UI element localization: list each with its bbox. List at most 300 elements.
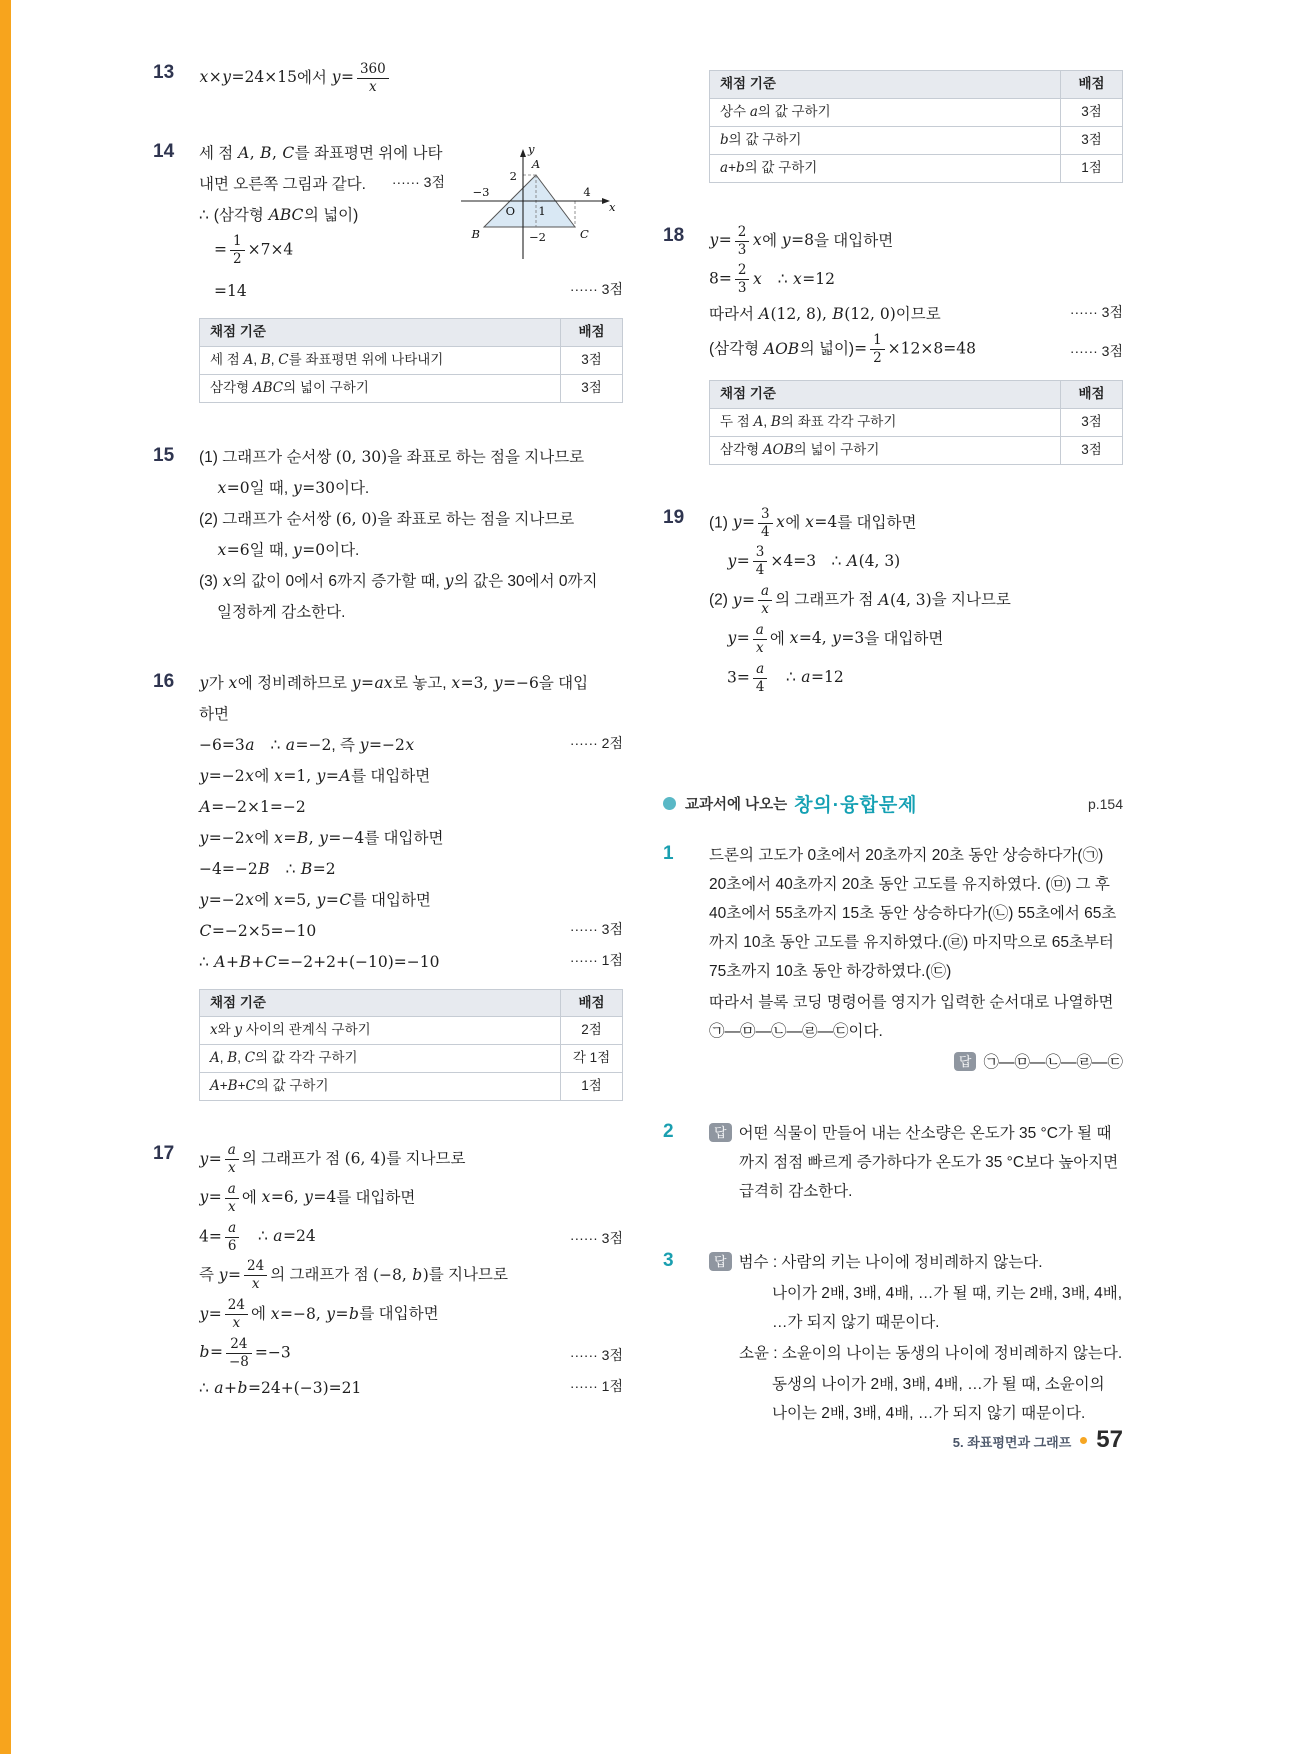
text: 동생의 나이가 2배, 3배, 4배, …가 될 때, 소윤이의 나이는 2배, 3배, 4배, …가 되지 않기 때문이다. (772, 1376, 1105, 1423)
grading-table-header-cell: 채점 기준 (710, 380, 1061, 408)
grading-table-cell: 3점 (561, 374, 623, 402)
footer-page-number: 57 (1096, 1426, 1123, 1453)
grading-table-row (710, 98, 1123, 126)
solution-line (199, 886, 623, 915)
math-text: y=30 (292, 478, 335, 497)
math-text: ×4=3 ∴ A(4, 3) (770, 551, 901, 570)
problem-18 (663, 221, 1123, 465)
point-a-label: A (531, 156, 541, 171)
answer-badge: 답 (954, 1052, 977, 1071)
text: 에 (241, 1189, 262, 1207)
problem-content (709, 1246, 1123, 1430)
text: 세 점 (199, 144, 238, 162)
text: 나이가 2배, 3배, 4배, …가 될 때, 키는 2배, 3배, 4배, …가 되지 않기 때문이다. (772, 1285, 1123, 1332)
solution-line (199, 1335, 623, 1372)
problem-content (199, 58, 623, 99)
grading-table-cell: 각 1점 (561, 1045, 623, 1073)
section-bullet-icon (663, 797, 676, 810)
solution-line (214, 277, 623, 306)
fraction-numerator: 3 (753, 544, 768, 562)
problem-content (709, 1117, 1123, 1208)
text: 이므로 (895, 306, 941, 324)
fraction-numerator: 3 (758, 506, 773, 524)
grading-table-row (200, 1045, 623, 1073)
math-text: y (444, 571, 454, 590)
grading-table-row (710, 154, 1123, 182)
text: 에 (254, 767, 274, 785)
problem-number: 18 (663, 224, 685, 246)
grading-table-header-row (710, 380, 1123, 408)
solution-line (727, 543, 1123, 580)
grading-table-header-cell: 배점 (1061, 71, 1123, 99)
problem-content (709, 839, 1123, 1079)
fraction-denominator: 4 (755, 562, 765, 579)
math-text: A=−2×1=−2 (199, 797, 306, 816)
solution-line (727, 660, 1123, 697)
grading-table-cell: 3점 (1061, 126, 1123, 154)
grading-table-header-cell: 배점 (561, 318, 623, 346)
math-text: y= (199, 1149, 222, 1168)
math-text: AOB (763, 339, 800, 358)
math-text: x=6 (217, 540, 250, 559)
solution-line (199, 139, 445, 168)
math-text: C=−2×5=−10 (199, 921, 317, 940)
grading-table-cell: 삼각형 ABC의 넓이 구하기 (200, 374, 561, 402)
fraction-denominator: x (251, 1276, 260, 1293)
point-b-label: B (471, 226, 480, 241)
fraction-denominator: x (232, 1315, 241, 1332)
text: 의 값이 0에서 6까지 증가할 때, (232, 572, 445, 590)
grading-table (709, 70, 1123, 183)
fraction-denominator: x (369, 78, 377, 95)
grading-table-cell: 삼각형 AOB의 넓이 구하기 (710, 436, 1061, 464)
fraction-numerator: a (753, 622, 767, 640)
solution-line (709, 261, 1123, 298)
solution-line (199, 60, 623, 97)
problem-content (199, 441, 623, 629)
math-text: 3= (727, 668, 750, 687)
text: 따라서 블록 코딩 명령어를 영지가 입력한 순서대로 나열하면 ㉠—㉤—㉡—㉣—㉢이다. (709, 994, 1114, 1041)
math-text: y= (331, 68, 354, 87)
text: 을 지나므로 (931, 591, 1011, 609)
math-text: x (228, 673, 238, 692)
answer-badge: 답 (709, 1252, 732, 1271)
math-text: y=−2x (359, 735, 415, 754)
problem-3 (663, 1246, 1123, 1430)
grading-table-row (200, 346, 623, 374)
solution-line (199, 669, 623, 698)
solution-line (709, 505, 1123, 542)
problem-number: 1 (663, 843, 674, 865)
math-text: = (214, 240, 227, 259)
fraction-denominator: 2 (233, 250, 242, 267)
score-mark: ······ 3점 (1069, 342, 1123, 359)
text: 에 (762, 232, 782, 250)
text: 이다. (325, 541, 360, 559)
fraction (753, 544, 768, 579)
grading-table-row (710, 126, 1123, 154)
footer-chapter-title: 5. 좌표평면과 그래프 (952, 1435, 1072, 1450)
math-text: y (199, 673, 209, 692)
figure-row (199, 137, 623, 275)
answer-badge: 답 (709, 1123, 732, 1142)
solution-line (199, 1180, 623, 1217)
text: 를 대입하면 (351, 767, 431, 785)
solution-line (199, 917, 623, 946)
fraction-numerator: 2 (735, 224, 750, 242)
text: 하면 (199, 705, 229, 723)
math-text: (0, 30) (335, 447, 388, 466)
text: 의 값은 30에서 0까지 (453, 572, 598, 590)
text: 즉 (199, 1266, 219, 1284)
grading-table-row (200, 374, 623, 402)
math-text: x=3, y=−6 (451, 673, 539, 692)
math-text: x=4, y=3 (789, 629, 865, 648)
fraction (225, 1220, 240, 1255)
math-text: y=−2x (199, 828, 254, 847)
problem-number: 15 (153, 444, 175, 466)
grading-table-cell: 3점 (561, 346, 623, 374)
text: 의 그래프가 점 (775, 591, 878, 609)
math-text: =14 (214, 281, 247, 300)
math-text: y= (727, 629, 750, 648)
creative-problems-section-header (663, 790, 1123, 817)
grading-table-cell: 3점 (1061, 98, 1123, 126)
grading-table-cell: 3점 (1061, 408, 1123, 436)
grading-table-head (710, 380, 1123, 408)
grading-table-block (663, 70, 1123, 183)
solution-line (709, 1248, 1123, 1277)
math-text: y= (732, 513, 756, 532)
solution-line (199, 793, 623, 822)
math-text: −4=−2B ∴ B=2 (199, 859, 336, 878)
solution-line (199, 1219, 623, 1256)
grading-table-cell: b의 값 구하기 (710, 126, 1061, 154)
fraction-numerator: 1 (230, 233, 245, 251)
score-mark: ······ 3점 (569, 280, 623, 297)
fraction-denominator: 3 (737, 241, 747, 258)
solution-line (199, 731, 623, 760)
text: 의 넓이) (303, 206, 359, 224)
math-text: ∴ A+B+C=−2+2+(−10)=−10 (199, 952, 440, 971)
math-text: A, B, C (238, 143, 295, 162)
problem-15 (153, 441, 623, 629)
solution-line (199, 948, 623, 977)
problem-16 (153, 667, 623, 1102)
text: 일 때, (249, 541, 293, 559)
fraction-denominator: 4 (761, 523, 770, 540)
grading-table-cell: A, B, C의 값 각각 구하기 (200, 1045, 561, 1073)
solution-line (709, 988, 1123, 1046)
problem-number: 13 (153, 62, 175, 83)
grading-table-cell: 1점 (561, 1073, 623, 1101)
fraction (225, 1142, 239, 1177)
text: 에 (254, 829, 274, 847)
text: 의 그래프가 점 (241, 1150, 345, 1168)
text: 이다. (334, 479, 370, 497)
grading-table-head (200, 989, 623, 1017)
left-column (153, 58, 623, 1443)
text: 을 대입 (538, 674, 589, 692)
solution-line (199, 762, 623, 791)
score-mark: ······ 1점 (569, 951, 623, 968)
fraction (230, 233, 245, 268)
fraction-denominator: x (227, 1160, 236, 1177)
problem-number: 3 (663, 1250, 674, 1272)
math-text: y=8 (781, 231, 815, 250)
text: 일 때, (249, 479, 293, 497)
math-text: y= (218, 1265, 242, 1284)
math-text: (6, 0) (335, 509, 378, 528)
solution-line (217, 474, 623, 503)
math-text: y= (709, 231, 732, 250)
grading-table (199, 989, 623, 1102)
text: 의 그래프가 점 (270, 1266, 373, 1284)
right-column (663, 58, 1123, 1468)
math-text: y=−2x (199, 890, 254, 909)
math-text: y= (732, 590, 756, 609)
grading-table-row (710, 408, 1123, 436)
text: (1) 그래프가 순서쌍 (199, 448, 336, 466)
math-text: ×12×8=48 (887, 339, 976, 358)
point-c-label: C (580, 226, 589, 241)
text: 를 지나므로 (386, 1150, 466, 1168)
grading-table-row (200, 1017, 623, 1045)
fraction-numerator: 24 (226, 1336, 252, 1354)
solution-line (727, 621, 1123, 658)
math-text: y= (727, 551, 750, 570)
text: 을 대입하면 (814, 232, 894, 250)
problem-number: 16 (153, 670, 175, 692)
fraction (735, 224, 750, 259)
text: 를 좌표평면 위에 나타 (294, 144, 443, 162)
text: 를 대입하면 (359, 1305, 439, 1323)
text: 을 대입하면 (864, 630, 944, 648)
problem-17 (153, 1139, 623, 1405)
solution-line (709, 1048, 1123, 1077)
math-text: x=1, y=A (274, 766, 351, 785)
grading-table-body (200, 346, 623, 402)
fraction-numerator: a (225, 1142, 239, 1160)
math-text: A(4, 3) (878, 590, 932, 609)
text: 어떤 식물이 만들어 내는 산소량은 온도가 35 °C가 될 때까지 점점 빠르게 증가하다가 온도가 35 °C보다 높아지면 급격히 감소한다. (738, 1125, 1119, 1201)
score-mark: ······ 2점 (569, 734, 623, 751)
solution-line (199, 700, 623, 729)
solution-line (199, 1374, 623, 1403)
grading-table-header-row (710, 71, 1123, 99)
solution-line (217, 598, 623, 627)
fraction-denominator: −8 (228, 1353, 249, 1370)
solution-line (199, 170, 445, 199)
solution-line (199, 1296, 623, 1333)
solution-line (772, 1279, 1123, 1337)
grading-table-head (200, 318, 623, 346)
solution-line (217, 536, 623, 565)
fraction-numerator: a (753, 661, 768, 679)
fraction (758, 506, 773, 541)
fraction (357, 61, 389, 96)
fraction-numerator: 1 (870, 332, 885, 350)
problem-content (709, 221, 1123, 465)
fraction-numerator: 360 (357, 61, 389, 79)
math-text: (6, 4) (344, 1149, 387, 1168)
text: 을 좌표로 하는 점을 지나므로 (387, 448, 585, 466)
tick-neg3: −3 (472, 184, 490, 199)
tick-2: 2 (509, 168, 517, 183)
solution-line (199, 567, 623, 596)
math-text: 4= (199, 1227, 222, 1246)
math-text: y= (199, 1304, 222, 1323)
grading-table-cell: 두 점 A, B의 좌표 각각 구하기 (710, 408, 1061, 436)
grading-table-cell: 세 점 A, B, C를 좌표평면 위에 나타내기 (200, 346, 561, 374)
grading-table-row (200, 1073, 623, 1101)
math-text: x=4 (805, 513, 838, 532)
math-text: x (752, 231, 762, 250)
page-accent-stripe (0, 0, 11, 1754)
fraction-numerator: 2 (735, 262, 750, 280)
text: 가 (208, 674, 229, 692)
fraction (758, 583, 772, 618)
solution-line (199, 443, 623, 472)
text: 의 넓이) (799, 340, 855, 358)
solution-line (199, 1257, 623, 1294)
math-text: ABC (268, 205, 304, 224)
footer-bullet-icon (1080, 1437, 1087, 1444)
score-mark: ······ 3점 (569, 1230, 623, 1247)
problem-number: 14 (153, 140, 175, 162)
solution-line (709, 331, 1123, 368)
score-mark: ······ 3점 (569, 920, 623, 937)
fraction (226, 1336, 252, 1371)
text: 를 대입하면 (336, 1189, 416, 1207)
grading-table-body (200, 1017, 623, 1101)
math-text: −6=3a ∴ a=−2 (199, 735, 332, 754)
problem-content (199, 137, 623, 403)
fraction-numerator: a (758, 583, 772, 601)
math-text: 8= (709, 269, 732, 288)
math-text: ∴ a=12 (770, 668, 844, 687)
grading-table-header-row (200, 989, 623, 1017)
tick-neg2: −2 (529, 229, 546, 244)
text: 따라서 (709, 306, 759, 324)
fraction-numerator: a (225, 1181, 239, 1199)
problem-19 (663, 503, 1123, 699)
problem-2 (663, 1117, 1123, 1208)
fraction-denominator: 6 (227, 1237, 237, 1254)
fraction (870, 332, 885, 367)
fraction-denominator: 2 (873, 350, 882, 367)
text: 드론의 고도가 0초에서 20초까지 20초 동안 상승하다가(㉠) 20초에서 40초까지 20초 동안 고도를 유지하였다. (㉤) 그 후 40초에서 55초까지 15초 동안 상승하다가(㉡) 55초에서 65초까지 10초 동안 고도를 유지하였다.(㉣) 마지막으로 65초부터 75초까지 10초 동안 하강하였다.(㉢) (709, 847, 1117, 981)
fraction-numerator: a (225, 1220, 240, 1238)
section-title: 창의·융합문제 (794, 795, 918, 817)
math-text: y=−2x (199, 766, 254, 785)
grading-table-cell: 2점 (561, 1017, 623, 1045)
text: (삼각형 (213, 206, 269, 224)
solution-line (199, 1141, 623, 1178)
grading-table (199, 318, 623, 403)
fraction-denominator: x (227, 1198, 236, 1215)
math-text: y=ax (351, 673, 393, 692)
fraction-denominator: x (761, 601, 769, 618)
math-text: (−8, b) (373, 1265, 429, 1284)
problem-13 (153, 58, 623, 99)
math-text: x=0 (217, 478, 250, 497)
math-text: x=6, y=4 (261, 1188, 337, 1207)
figure-row-text (199, 137, 451, 271)
text: 로 놓고, (392, 674, 451, 692)
text: (1) (709, 514, 733, 532)
solution-line (214, 232, 445, 269)
coordinate-figure (451, 137, 623, 275)
problem-14 (153, 137, 623, 403)
grading-table-head (710, 71, 1123, 99)
problem-1 (663, 839, 1123, 1079)
tick-4: 4 (583, 184, 591, 199)
x-axis-label: x (609, 199, 616, 214)
grading-table-row (710, 436, 1123, 464)
math-text: x=−8, y=b (270, 1304, 359, 1323)
fraction (753, 622, 767, 657)
math-text: x×y=24×15 (199, 68, 297, 87)
text: 일정하게 감소한다. (217, 603, 346, 621)
text: 를 대입하면 (364, 829, 444, 847)
grading-table (709, 380, 1123, 465)
grading-table-header-cell: 채점 기준 (200, 989, 561, 1017)
fraction-numerator: 24 (225, 1297, 248, 1315)
text: 소윤 : 소윤이의 나이는 동생의 나이에 정비례하지 않는다. (739, 1345, 1123, 1363)
math-text: ∴ a+b=24+(−3)=21 (199, 1378, 362, 1397)
math-text: A(12, 8), B(12, 0) (758, 305, 896, 324)
text: (2) 그래프가 순서쌍 (199, 510, 336, 528)
problem-number: 17 (153, 1143, 175, 1165)
y-axis-label: y (528, 141, 535, 156)
grading-table-cell: 1점 (1061, 154, 1123, 182)
grading-table-cell: 상수 a의 값 구하기 (710, 98, 1061, 126)
solution-line (199, 201, 445, 230)
grading-table-header-cell: 채점 기준 (200, 318, 561, 346)
problem-content (199, 667, 623, 1102)
text: 에 (769, 630, 790, 648)
text: 을 좌표로 하는 점을 지나므로 (377, 510, 575, 528)
math-text: x=B, y=−4 (274, 828, 365, 847)
math-text: ×7×4 (247, 240, 294, 259)
fraction (244, 1258, 267, 1293)
math-text: x=5, y=C (274, 890, 352, 909)
problem-number: 2 (663, 1121, 674, 1143)
solution-line (739, 1339, 1123, 1368)
grading-table-header-cell: 배점 (1061, 380, 1123, 408)
score-mark: ······ 1점 (569, 1377, 623, 1394)
text: (삼각형 (709, 340, 764, 358)
text: 에 (254, 891, 274, 909)
page-footer (663, 1426, 1123, 1454)
fraction-denominator: 4 (755, 678, 765, 695)
fraction (753, 661, 768, 696)
solution-line (199, 855, 623, 884)
text: 범수 : 사람의 키는 나이에 정비례하지 않는다. (738, 1254, 1043, 1272)
grading-table-cell: 3점 (1061, 436, 1123, 464)
problem-content (709, 503, 1123, 699)
math-text: y= (199, 1188, 222, 1207)
text: 에 (785, 514, 805, 532)
math-text: x ∴ x=12 (752, 269, 835, 288)
math-text: b= (199, 1343, 223, 1362)
fraction-numerator: 24 (244, 1258, 267, 1276)
grading-table-body (710, 408, 1123, 464)
solution-line (709, 300, 1123, 329)
score-mark: ······ 3점 (391, 173, 445, 190)
text: (2) (709, 591, 733, 609)
